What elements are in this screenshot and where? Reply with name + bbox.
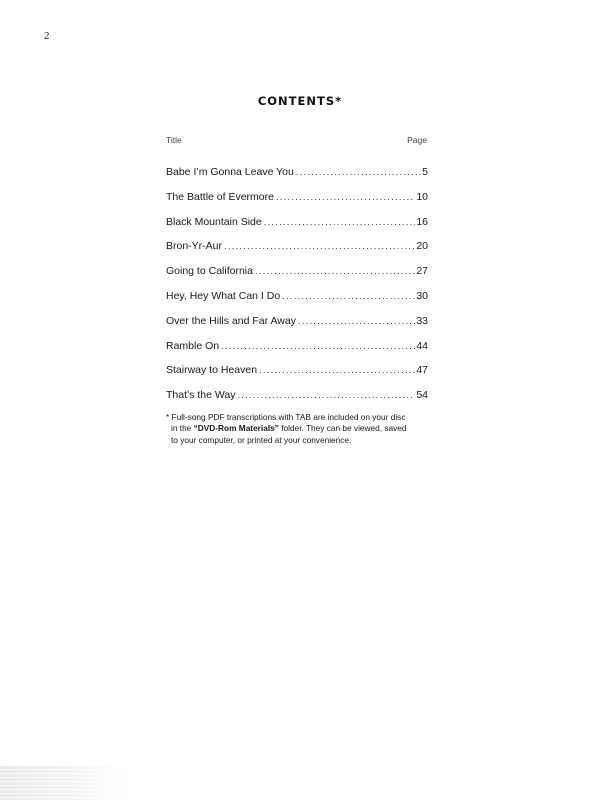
toc-entry — [166, 265, 428, 290]
dot-leader — [296, 167, 421, 178]
toc-entry — [166, 340, 428, 365]
dot-leader — [264, 217, 416, 228]
table-of-contents — [166, 166, 428, 414]
dot-leader — [259, 365, 415, 376]
footnote-line: to your computer, or printed at your convenience. — [171, 434, 352, 445]
toc-entry-page: 47 — [416, 364, 428, 377]
toc-entry — [166, 240, 428, 265]
corner-stripes-decoration — [0, 766, 140, 800]
toc-entry — [166, 315, 428, 340]
toc-entry-page: 20 — [416, 240, 428, 253]
toc-entry-page: 5 — [422, 166, 428, 178]
toc-entry-title: That’s the Way — [166, 389, 236, 402]
toc-entry-page: 10 — [416, 190, 428, 203]
toc-entry — [166, 290, 428, 315]
toc-entry-title: Over the Hills and Far Away — [166, 314, 296, 327]
toc-entry — [166, 364, 428, 389]
page-title: CONTENTS* — [257, 94, 343, 108]
footnote-text: in the — [171, 423, 194, 434]
toc-entry — [166, 216, 428, 241]
toc-entry-page: 27 — [416, 265, 428, 278]
toc-entry-page: 30 — [416, 289, 428, 302]
toc-entry-page: 54 — [416, 389, 428, 402]
dot-leader — [221, 341, 415, 352]
toc-entry-page: 44 — [416, 339, 428, 352]
toc-entry-title: Going to California — [166, 265, 253, 278]
dot-leader — [224, 241, 415, 252]
dot-leader — [237, 390, 415, 401]
footnote-line — [166, 423, 436, 434]
dot-leader — [276, 192, 415, 203]
toc-entry-page: 16 — [416, 215, 428, 228]
toc-entry-title: Stairway to Heaven — [166, 364, 258, 377]
toc-entry-title: Babe I’m Gonna Leave You — [166, 166, 294, 178]
footnote-folder-name: “DVD-Rom Materials” — [193, 423, 279, 434]
dot-leader — [298, 316, 415, 327]
page-column-label: Page — [407, 135, 427, 145]
toc-entry-title: Ramble On — [166, 339, 220, 352]
toc-column-headers — [166, 135, 427, 145]
toc-entry-title: Bron-Yr-Aur — [166, 240, 223, 253]
dot-leader — [255, 266, 415, 277]
toc-entry — [166, 389, 428, 414]
footnote-line: * Full-song PDF transcriptions with TAB are included on your disc — [166, 412, 406, 422]
toc-entry-title: Black Mountain Side — [166, 215, 262, 228]
toc-entry-page: 33 — [416, 314, 428, 327]
footnote — [166, 412, 436, 446]
toc-entry — [166, 166, 428, 191]
title-column-label: Title — [166, 135, 182, 145]
toc-entry-title: The Battle of Evermore — [166, 190, 274, 203]
footnote-text: folder. They can be viewed, saved — [278, 423, 407, 434]
toc-entry — [166, 191, 428, 216]
page-number: 2 — [44, 30, 50, 42]
toc-entry-title: Hey, Hey What Can I Do — [166, 289, 281, 302]
dot-leader — [282, 291, 415, 302]
